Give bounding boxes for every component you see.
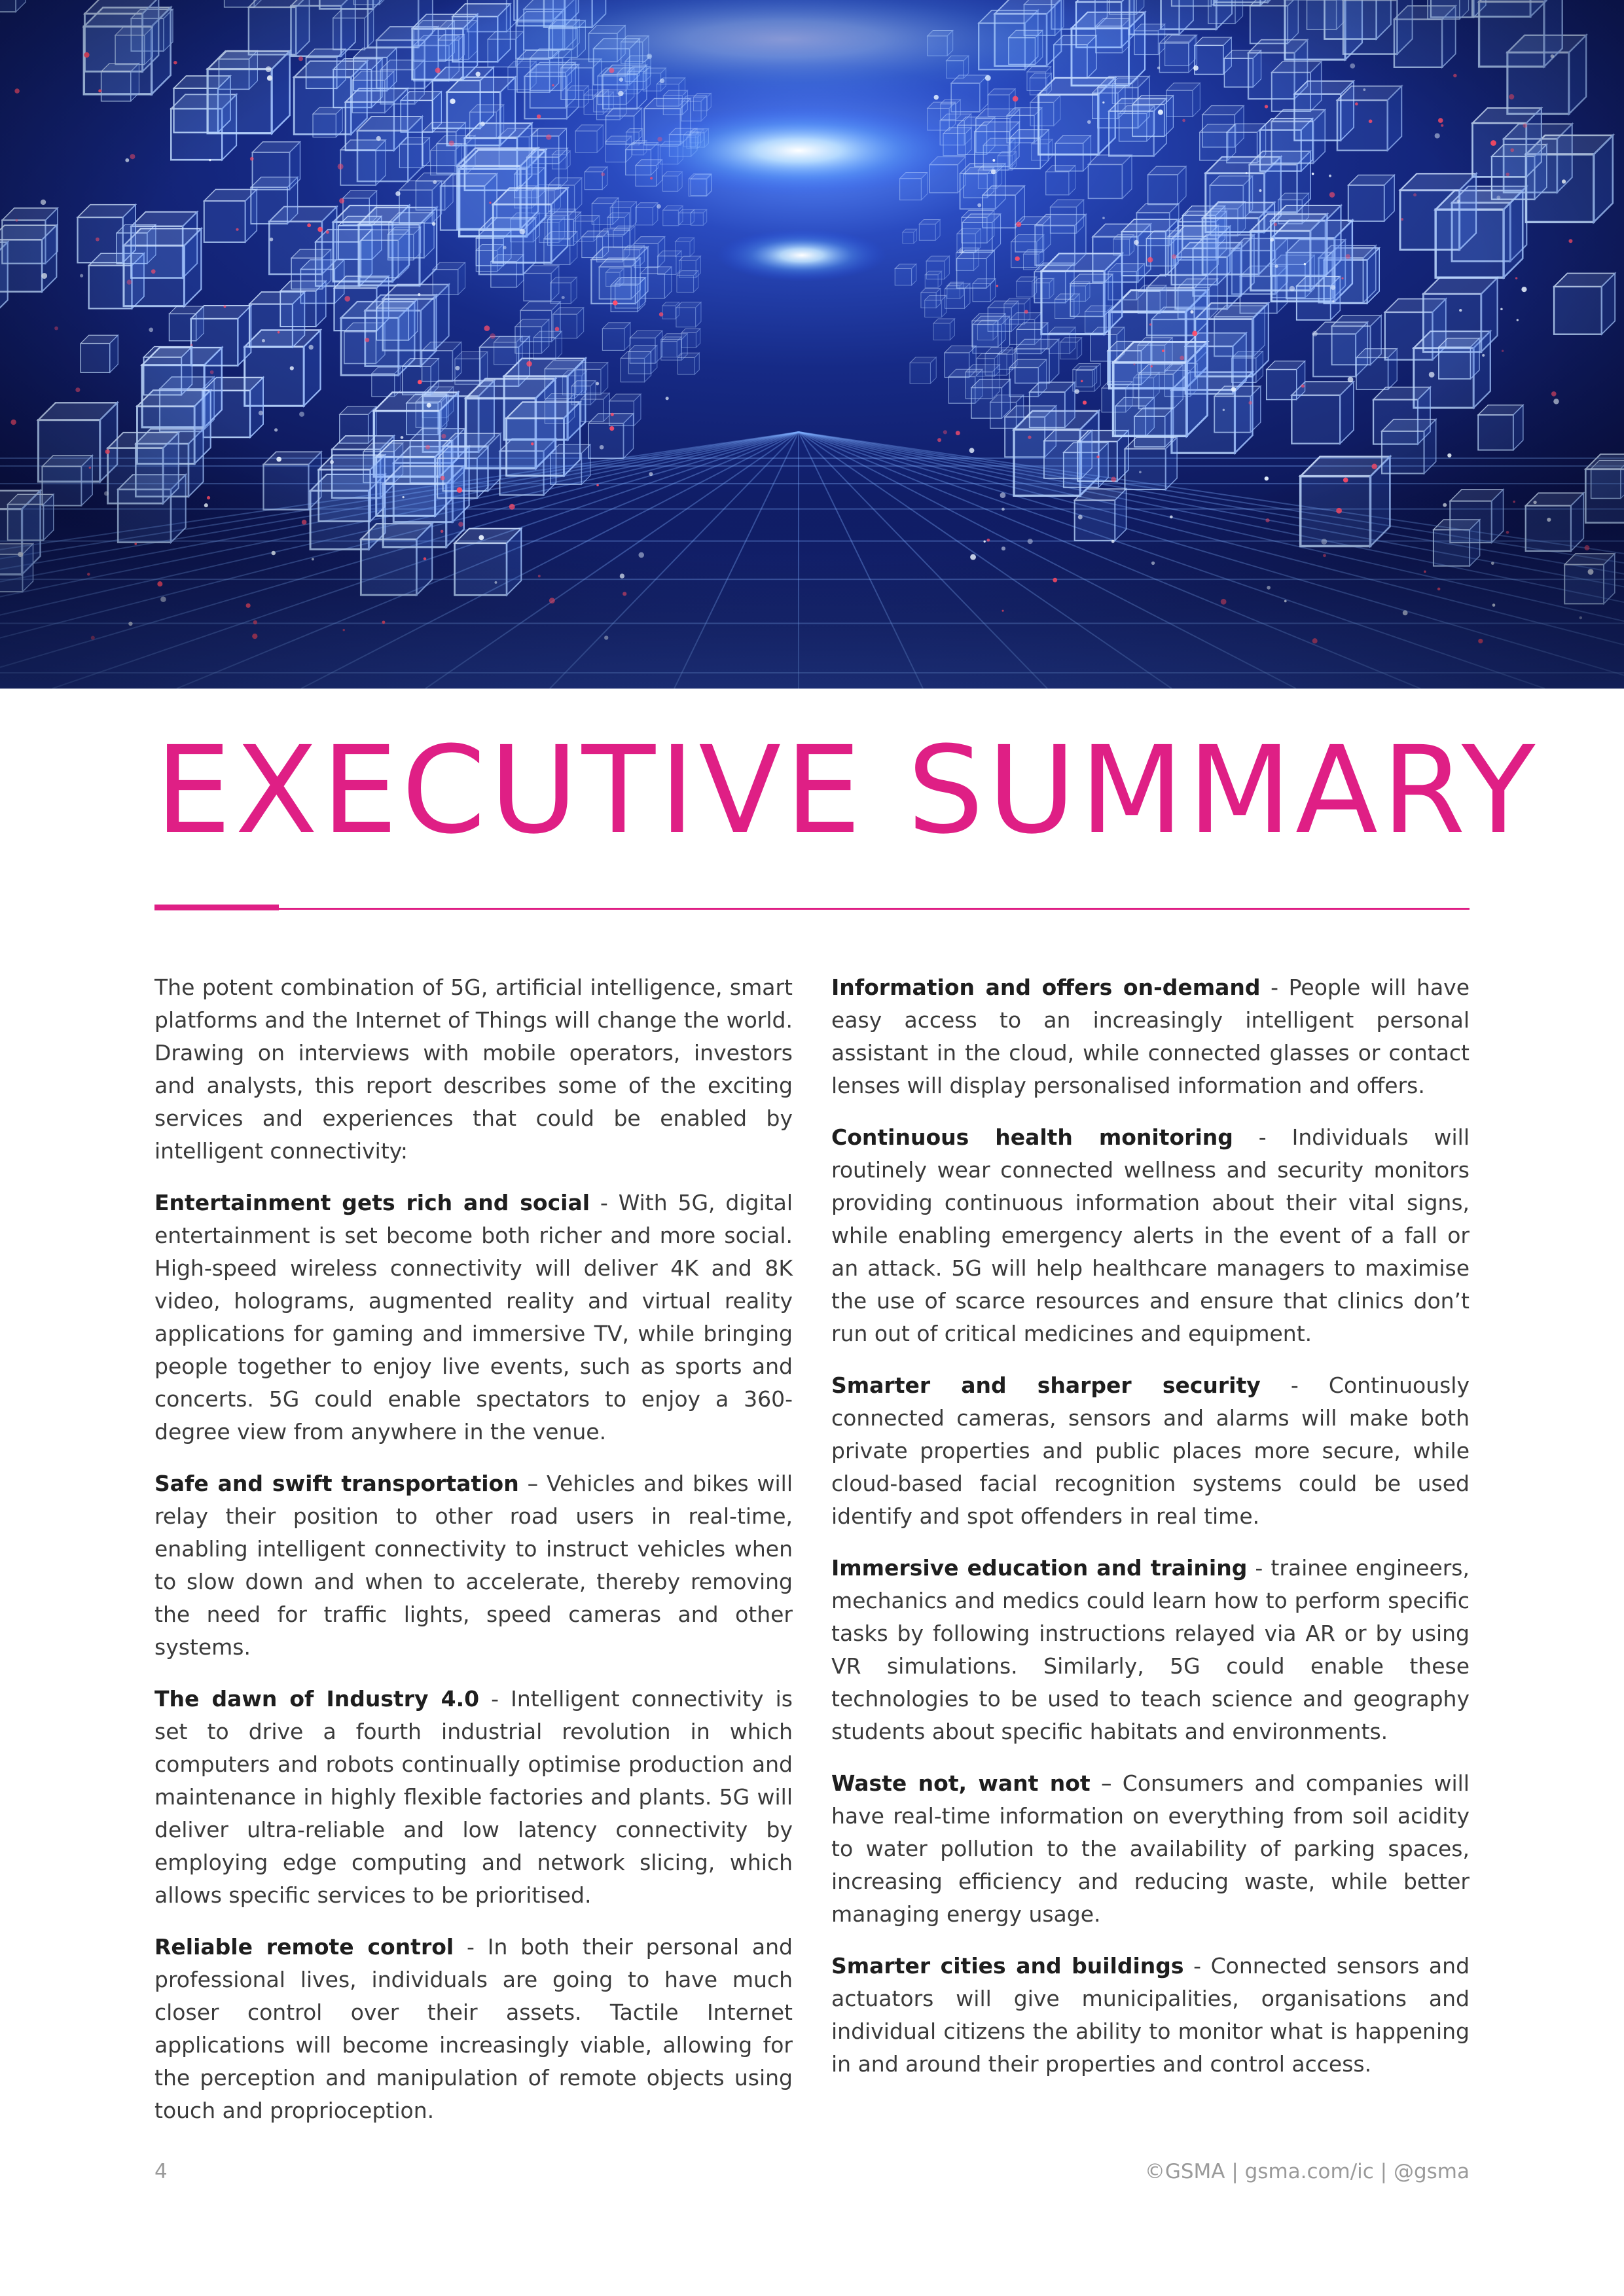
section-heading: Immersive education and training xyxy=(831,1555,1248,1581)
section-paragraph xyxy=(831,1369,1470,1533)
hero-image xyxy=(0,0,1624,689)
section-heading: Information and offers on-demand xyxy=(831,975,1261,1000)
section-paragraph xyxy=(154,1931,793,2127)
section-paragraph xyxy=(831,1767,1470,1931)
light-flare-top xyxy=(628,105,969,196)
section-paragraph xyxy=(154,1683,793,1912)
section-heading: Safe and swift transportation xyxy=(154,1471,519,1496)
section-body: – Vehicles and bikes will relay their position to other road users in real-time, enabling intelligent connectivity to instruct vehicles when to slow down and when to accelerate, thereby removing the need for traffic lights, speed cameras and other systems. xyxy=(154,1471,793,1660)
section-heading: The dawn of Industry 4.0 xyxy=(154,1686,480,1712)
light-flare-bottom xyxy=(717,229,887,281)
section-paragraph xyxy=(831,1950,1470,2081)
section-body: - In both their personal and professional lives, individuals are going to have much closer control over their assets. Tactile Internet applications will become increasingly viable, allowing for the perception and manipulation of remote objects using touch and proprioception. xyxy=(154,1934,793,2123)
section-heading: Continuous health monitoring xyxy=(831,1124,1233,1150)
section-body: - People will have easy access to an increasingly intelligent personal assistant in the cloud, while connected glasses or contact lenses will display personalised information and offers. xyxy=(831,975,1470,1098)
section-heading: Reliable remote control xyxy=(154,1934,454,1960)
section-heading: Waste not, want not xyxy=(831,1770,1091,1796)
page-number: 4 xyxy=(154,2160,168,2183)
section-body: - With 5G, digital entertainment is set become both richer and more social. High-speed wireless connectivity will deliver 4K and 8K video, holograms, augmented reality and virtual reality applications for gaming and immersive TV, while bringing people together to enjoy live events, such as sports and concerts. 5G could enable spectators to enjoy a 360-degree view from anywhere in the venue. xyxy=(154,1190,793,1444)
section-body: – Consumers and companies will have real-time information on everything from soil acidity to water pollution to the availability of parking spaces, increasing efficiency and reducing waste, while better managing energy usage. xyxy=(831,1770,1470,1927)
section-paragraph xyxy=(831,1552,1470,1748)
section-paragraph xyxy=(154,1187,793,1448)
title-divider xyxy=(154,908,1470,910)
network-cubes-illustration xyxy=(0,0,1624,689)
left-column xyxy=(154,971,793,2146)
right-column xyxy=(831,971,1470,2100)
section-body: - Connected sensors and actuators will give municipalities, organisations and individual citizens the ability to monitor what is happening in and around their properties and control access. xyxy=(831,1953,1470,2077)
section-heading: Smarter cities and buildings xyxy=(831,1953,1184,1979)
section-paragraph xyxy=(831,971,1470,1102)
section-paragraph xyxy=(831,1121,1470,1350)
page-title: EXECUTIVE SUMMARY xyxy=(155,721,1540,861)
section-body: - Individuals will routinely wear connected wellness and security monitors providing continuous information about their vital signs, while enabling emergency alerts in the event of a fall or an attack. 5G will help healthcare managers to maximise the use of scarce resources and ensure that clinics don’t run out of critical medicines and equipment. xyxy=(831,1124,1470,1346)
footer-credit: ©GSMA | gsma.com/ic | @gsma xyxy=(1144,2160,1470,2183)
section-heading: Entertainment gets rich and social xyxy=(154,1190,590,1215)
section-body: - Intelligent connectivity is set to drive a fourth industrial revolution in which computers and robots continually optimise production and maintenance in highly flexible factories and plants. 5G will deliver ultra-reliable and low latency connectivity by employing edge computing and network slicing, which allows specific services to be prioritised. xyxy=(154,1686,793,1908)
section-paragraph xyxy=(154,1467,793,1664)
title-divider-accent xyxy=(154,905,279,910)
section-heading: Smarter and sharper security xyxy=(831,1372,1261,1398)
intro-paragraph: The potent combination of 5G, artificial intelligence, smart platforms and the Internet of Things will change the world. Drawing on interviews with mobile operators, investors and analysts, this report describes some of the exciting services and experiences that could be enabled by intelligent connectivity: xyxy=(154,975,793,1164)
section-body: - Continuously connected cameras, sensors and alarms will make both private properties and public places more secure, while cloud-based facial recognition systems could be used identify and spot offenders in real time. xyxy=(831,1372,1470,1529)
section-body: - trainee engineers, mechanics and medics could learn how to perform specific tasks by following instructions relayed via AR or by using VR simulations. Similarly, 5G could enable these technologies to be used to teach science and geography students about specific habitats and environments. xyxy=(831,1555,1470,1744)
